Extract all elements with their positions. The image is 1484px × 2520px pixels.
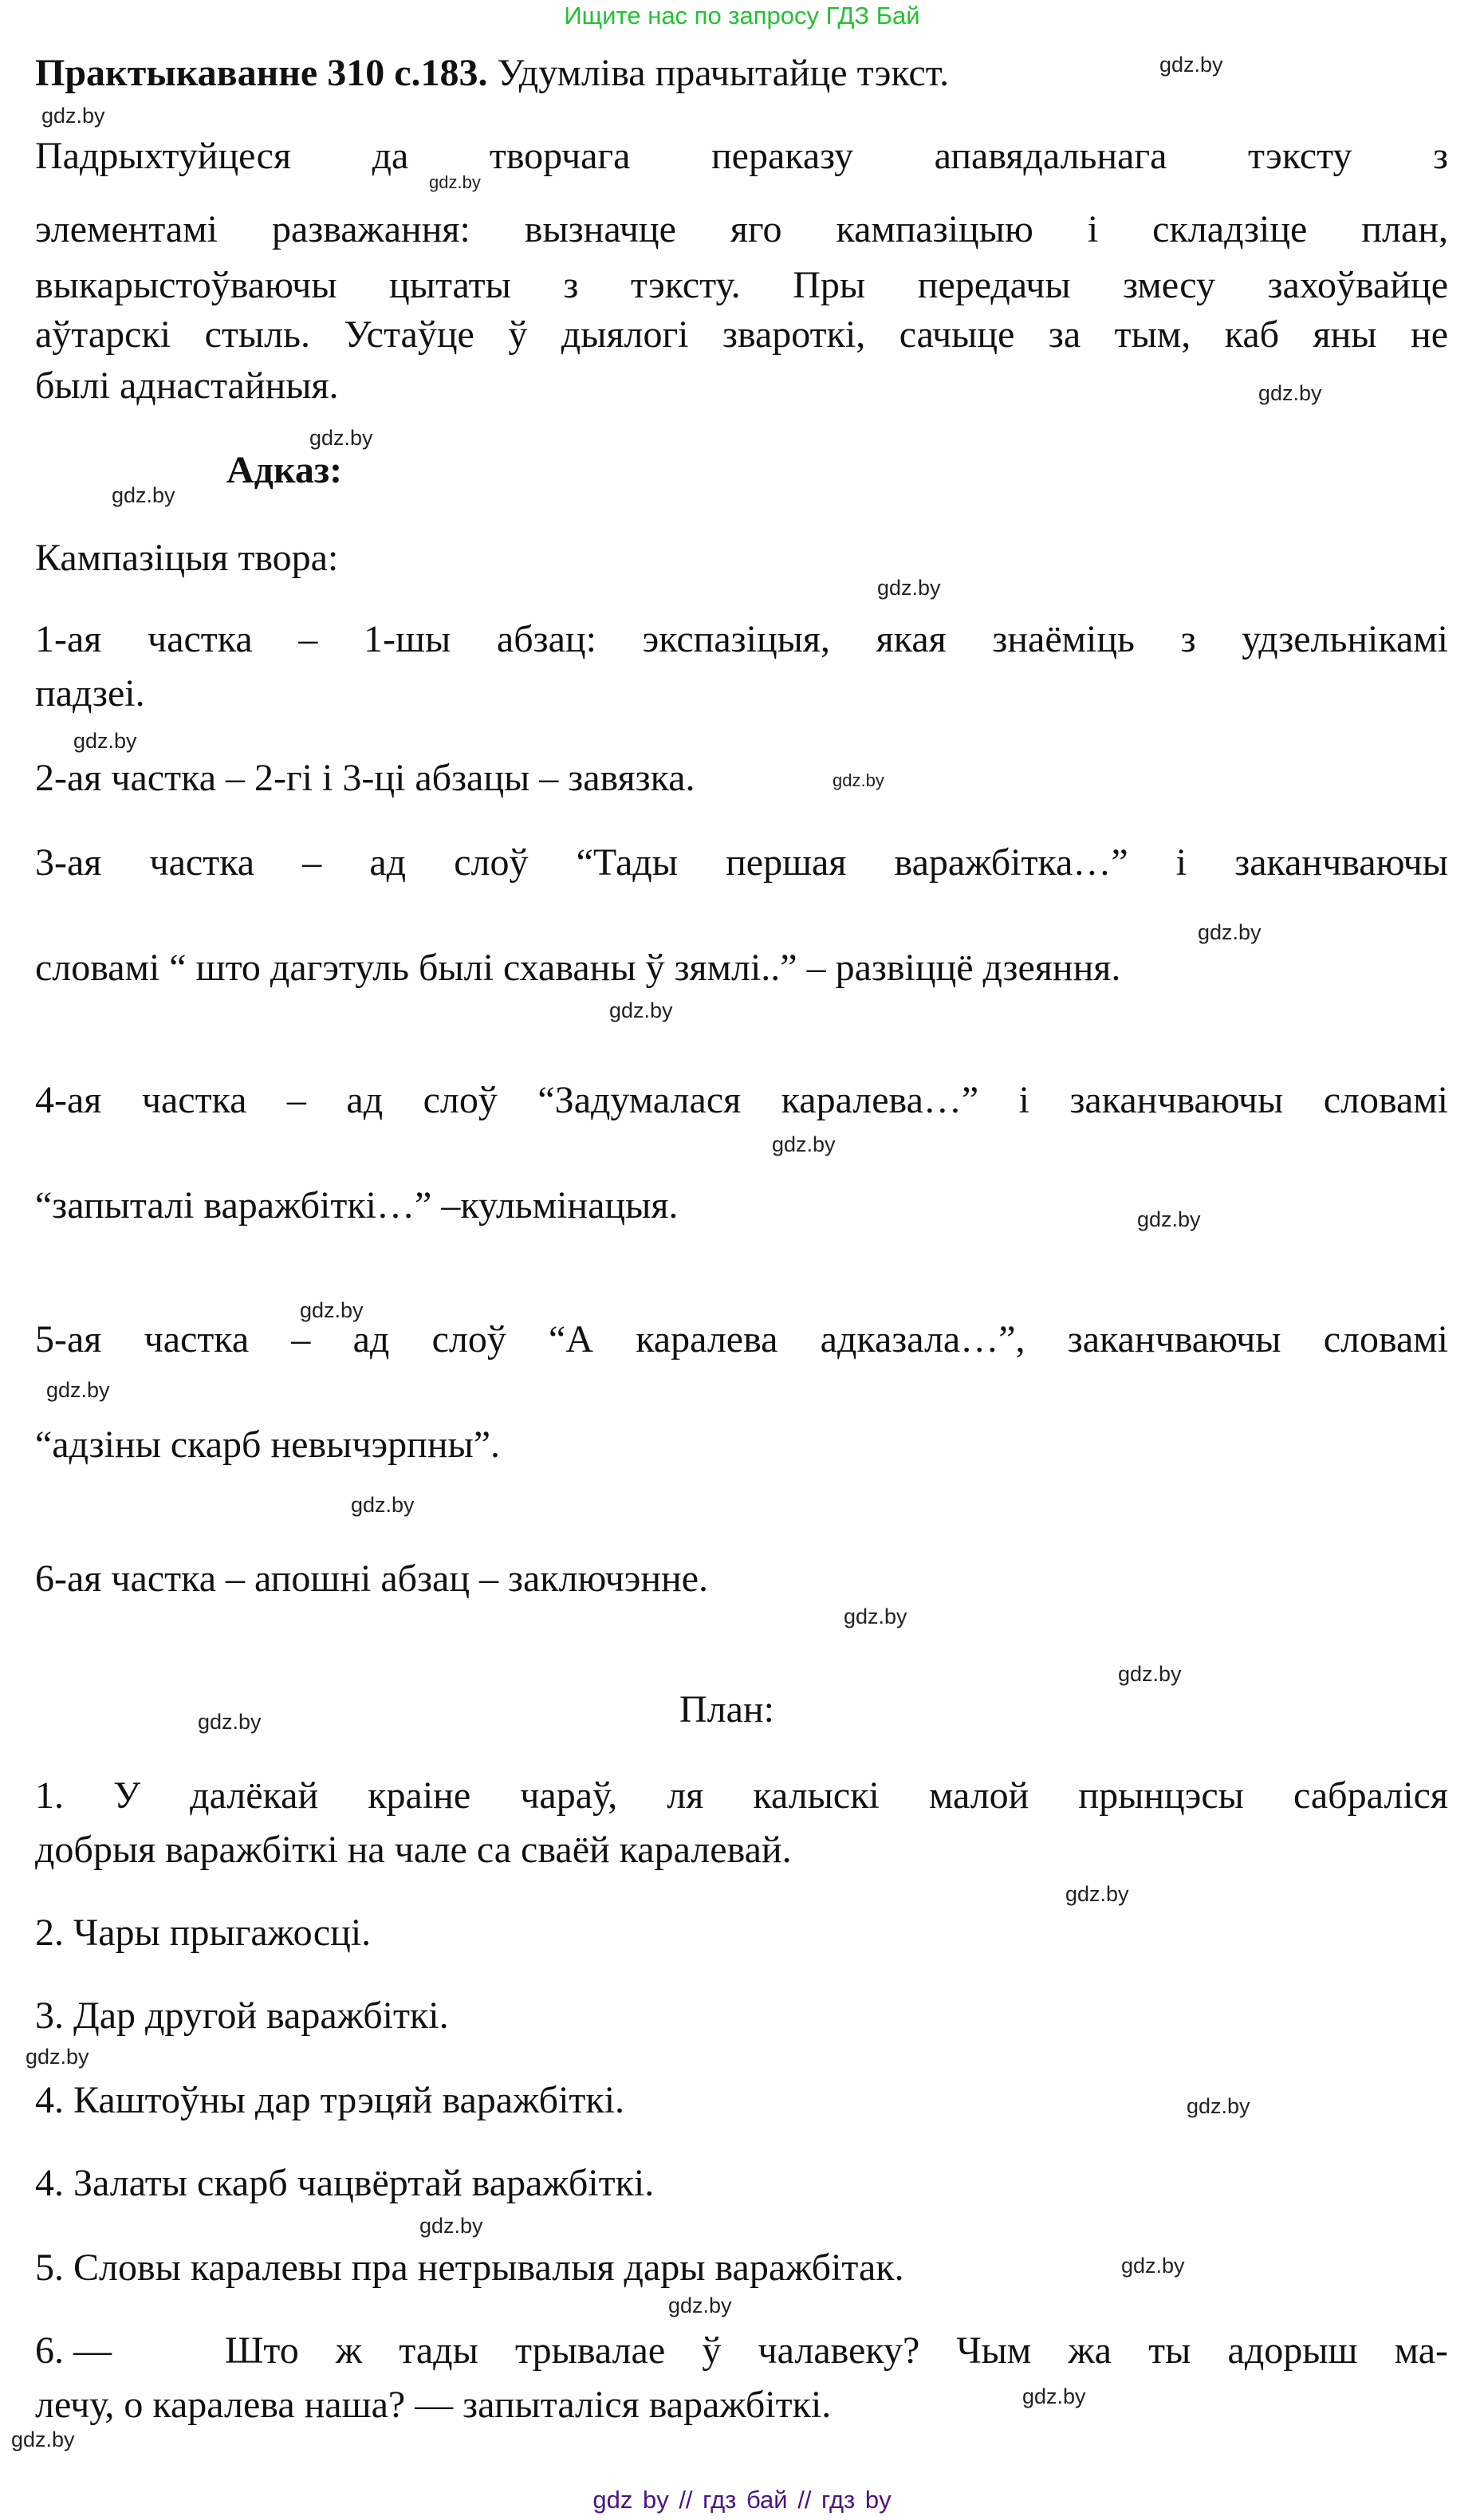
watermark: gdz.by [198,1710,262,1734]
watermark: gdz.by [351,1493,415,1517]
part-6-line-1: 6-ая частка – апошні абзац – заключэнне. [35,1557,709,1600]
task-number: Практыкаванне 310 с.183. [35,52,488,94]
watermark: gdz.by [844,1605,907,1628]
plan-item-3: 3. Дар другой варажбіткі. [35,1994,449,2037]
footer-links[interactable]: gdz by // гдз бай // гдз by [592,2486,892,2514]
watermark: gdz.by [46,1378,110,1402]
watermark: gdz.by [11,2427,75,2451]
watermark: gdz.by [877,576,941,600]
part-3-line-2: словамі “ што дагэтуль былі схаваны ў зямлі..” – развіццё дзеяння. [35,947,1121,989]
watermark: gdz.by [772,1132,836,1156]
watermark: gdz.by [1258,381,1322,405]
watermark: gdz.by [309,426,373,450]
instruction-line-3: выкарыстоўваючы цытаты з тэксту. Пры передачы змесу захоўвайце [35,264,1448,306]
watermark: gdz.by [668,2294,732,2317]
watermark: gdz.by [1118,1662,1182,1686]
plan-item-2: 2. Чары прыгажосці. [35,1912,372,1954]
part-2-line-1: 2-ая частка – 2-гі і 3-ці абзацы – завязка. [35,757,695,799]
part-5-line-1: 5-ая частка – ад слоў “А каралева адказала…”, заканчваючы словамі [35,1318,1448,1360]
part-4-line-1: 4-ая частка – ад слоў “Задумалася каралева…” і заканчваючы словамі [35,1079,1448,1121]
part-1-line-2: падзеі. [35,672,145,715]
watermark: gdz.by [1137,1207,1201,1231]
task-title-text: Удумліва прачытайце тэкст. [487,52,950,94]
composition-title: Кампазіцыя твора: [35,537,339,579]
watermark: gdz.by [112,483,175,507]
part-5-line-2: “адзіны скарб невычэрпны”. [35,1423,501,1466]
part-3-line-1: 3-ая частка – ад слоў “Тады першая варажбітка…” і заканчваючы [35,841,1448,884]
plan-title: План: [679,1688,774,1731]
part-1-line-1: 1-ая частка – 1-шы абзац: экспазіцыя, якая знаёміць з удзельнікамі [35,618,1448,660]
plan-item-7-line-2: лечу, о каралева наша? — запыталіся варажбіткі. [35,2384,832,2426]
watermark: gdz.by [1159,53,1223,77]
plan-item-5: 4. Залаты скарб чацвёртай варажбіткі. [35,2162,655,2204]
watermark: gdz.by [429,172,481,192]
part-4-line-2: “запыталі варажбіткі…” –кульмінацыя. [35,1184,679,1227]
watermark: gdz.by [609,998,673,1022]
watermark: gdz.by [1022,2384,1086,2408]
task-title [35,54,949,93]
instruction-line-5: былі аднастайныя. [35,364,339,407]
plan-item-1-line-1: 1. У далёкай краіне чараў, ля калыскі малой прынцэсы сабраліся [35,1774,1448,1817]
watermark: gdz.by [300,1298,364,1322]
watermark: gdz.by [1198,920,1262,944]
instruction-line-2: элементамі разважання: вызначце яго кампазіцыю і складзіце план, [35,208,1448,250]
plan-item-7-line-1: Што ж тады трывалае ў чалавеку? Чым жа ты адорыш ма- [225,2329,1448,2372]
instruction-line-4: аўтарскі стыль. Устаўце ў дыялогі звароткі, сачыце за тым, каб яны не [35,313,1448,356]
plan-item-6: 5. Словы каралевы пра нетрывалыя дары варажбітак. [35,2246,904,2289]
answer-heading: Адказ: [226,449,343,491]
plan-item-7-prefix: 6. — [35,2329,112,2372]
search-hint-link[interactable]: Ищите нас по запросу ГДЗ Бай [564,2,920,30]
watermark: gdz.by [73,729,137,753]
instruction-line-1: Падрыхтуйцеся да творчага пераказу апавядальнага тэксту з [35,135,1448,177]
watermark: gdz.by [26,2045,89,2069]
plan-item-4: 4. Каштоўны дар трэцяй варажбіткі. [35,2079,625,2121]
watermark: gdz.by [419,2214,483,2238]
watermark: gdz.by [41,104,105,128]
plan-item-1-line-2: добрыя варажбіткі на чале са сваёй каралевай. [35,1829,792,1871]
watermark: gdz.by [1187,2094,1250,2118]
watermark: gdz.by [833,770,884,790]
watermark: gdz.by [1121,2254,1185,2278]
watermark: gdz.by [1065,1882,1129,1906]
